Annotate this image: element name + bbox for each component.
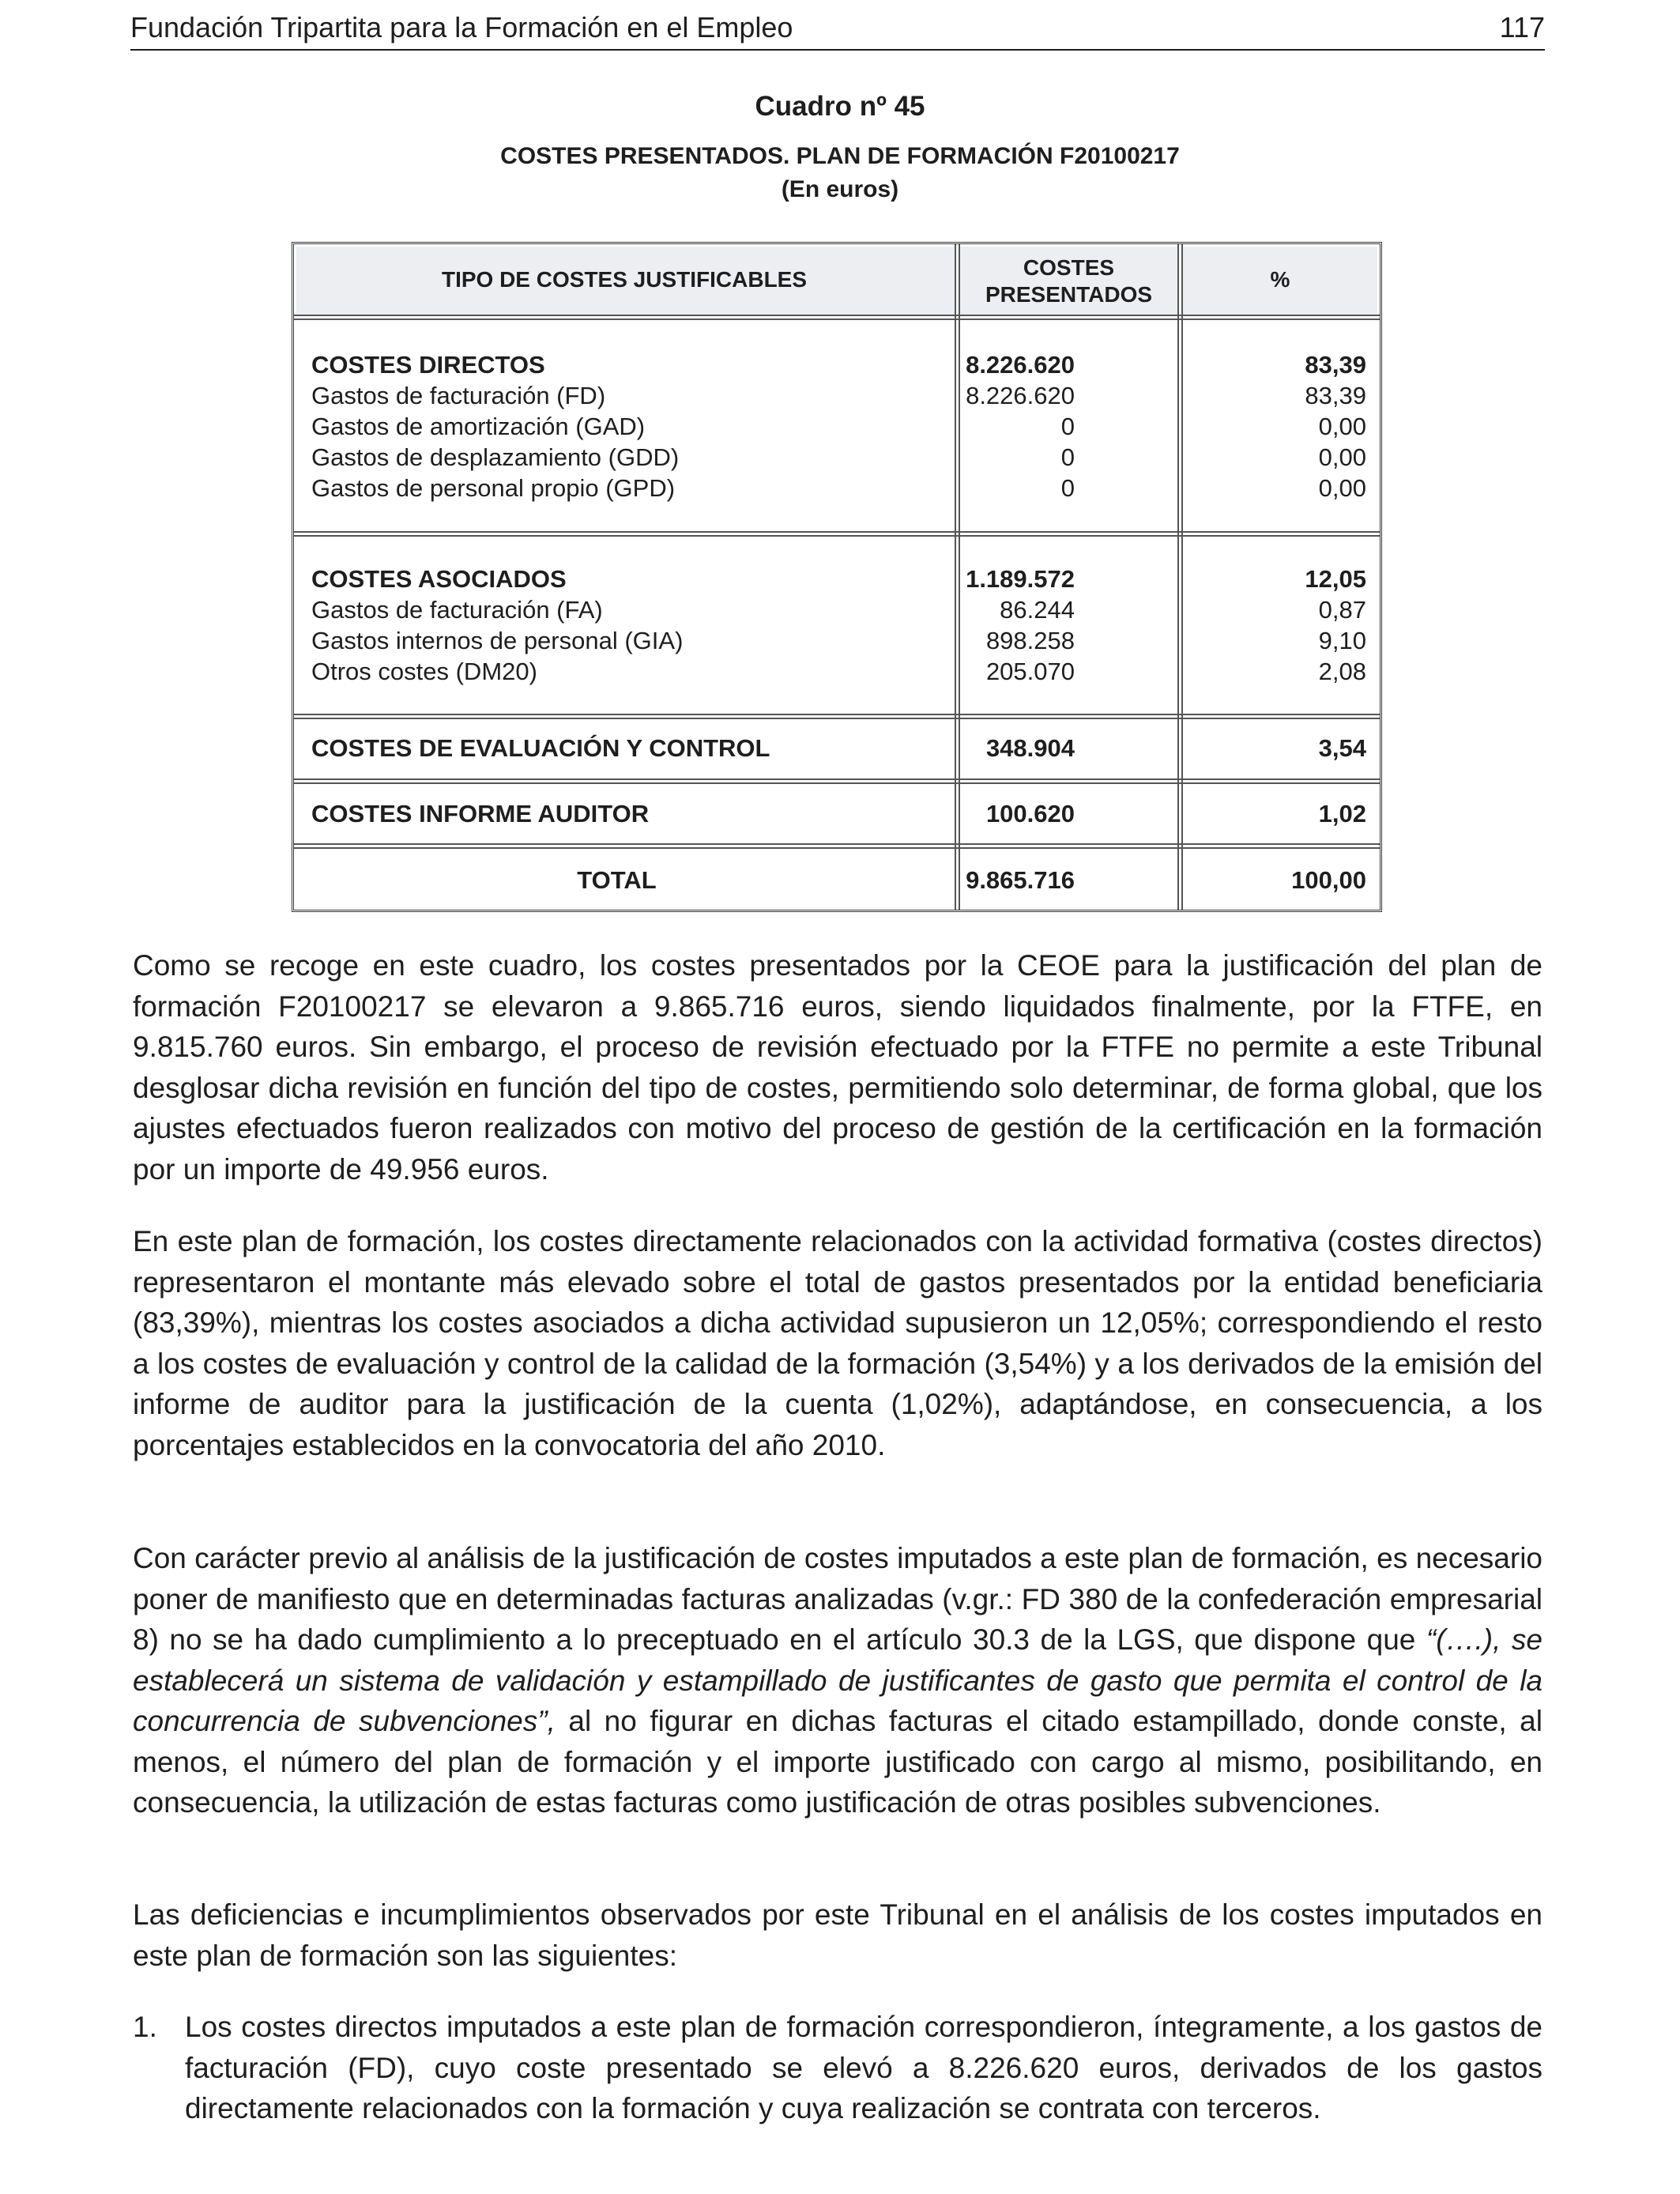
list-item-number: 1. xyxy=(133,2011,157,2043)
header-title: Fundación Tripartita para la Formación en el Empleo xyxy=(130,11,793,43)
paragraph-text: Con carácter previo al análisis de la justificación de costes imputados a este plan de formación, es necesario poner de manifiesto que en determinadas facturas analizadas (v.gr.: FD 380 de la confederación empresarial 8) no se ha dado cumplimiento a lo preceptuado en el artículo 30.3 de la LGS, que dispone que xyxy=(133,1542,1543,1656)
auditor-pct: 1,02 xyxy=(1318,800,1366,827)
row-value: 0 xyxy=(1060,413,1075,440)
header-costs-line2: PRESENTADOS xyxy=(985,281,1153,307)
table-number: Cuadro nº 45 xyxy=(755,91,925,122)
row-divider xyxy=(294,714,1380,719)
paragraph xyxy=(133,1538,1543,1823)
paragraph-text: al no figurar en dichas facturas el citado estampillado, donde conste, al menos, el número del plan de formación y el importe justificado con cargo al mismo, posibilitando, en consecuencia, la utilización de estas facturas como justificación de otras posibles subvenciones. xyxy=(133,1705,1543,1819)
header-costs xyxy=(960,247,1177,315)
row-pct: 0,00 xyxy=(1318,443,1366,471)
paragraph: Las deficiencias e incumplimientos observados por este Tribunal en el análisis de los costes imputados en este plan de formación son las siguientes: xyxy=(133,1898,1543,1972)
group-title-pct: 83,39 xyxy=(1305,351,1366,379)
group-title-label: COSTES DIRECTOS xyxy=(311,351,545,379)
legal-quote: “(….), se establecerá un sistema de validación y estampillado de justificantes de gasto que permita el control de la concurrencia de subvenciones”, xyxy=(133,1623,1543,1737)
row-label: Gastos de amortización (GAD) xyxy=(311,413,646,440)
row-value: 86.244 xyxy=(1000,596,1075,624)
costs-table xyxy=(292,242,1382,912)
row-value: 0 xyxy=(1060,443,1075,471)
row-label: Gastos de facturación (FA) xyxy=(311,596,603,624)
row-label: Gastos de desplazamiento (GDD) xyxy=(311,443,680,471)
group-title-pct: 12,05 xyxy=(1305,565,1366,593)
page-header xyxy=(130,8,1545,51)
evaluation-value: 348.904 xyxy=(985,734,1075,762)
evaluation-pct: 3,54 xyxy=(1318,734,1366,762)
row-pct: 0,87 xyxy=(1318,596,1366,624)
table-title: COSTES PRESENTADOS. PLAN DE FORMACIÓN F20100217 xyxy=(500,143,1180,169)
row-value: 0 xyxy=(1060,474,1075,502)
row-pct: 0,00 xyxy=(1318,474,1366,502)
auditor-value: 100.620 xyxy=(985,800,1075,827)
table-unit: (En euros) xyxy=(781,176,899,202)
header-percent: % xyxy=(1270,266,1290,292)
paragraph: En este plan de formación, los costes directamente relacionados con la actividad formativa (costes directos) representaron el montante más elevado sobre el total de gastos presentados por la entidad beneficiaria (83,39%), mientras los costes asociados a dicha actividad supusieron un 12,05%; correspondiendo el resto a los costes de evaluación y control de la calidad de la formación (3,54%) y a los derivados de la emisión del informe de auditor para la justificación de la cuenta (1,02%), adaptándose, en consecuencia, a los porcentajes establecidos en la convocatoria del año 2010. xyxy=(133,1225,1543,1461)
auditor-label: COSTES INFORME AUDITOR xyxy=(311,800,650,827)
row-label: Gastos de facturación (FD) xyxy=(311,382,606,409)
row-pct: 2,08 xyxy=(1318,658,1366,685)
header-type: TIPO DE COSTES JUSTIFICABLES xyxy=(441,266,808,292)
group-title-value: 1.189.572 xyxy=(966,565,1075,593)
total-pct: 100,00 xyxy=(1291,866,1366,894)
row-pct: 0,00 xyxy=(1318,413,1366,440)
row-label: Gastos de personal propio (GPD) xyxy=(311,474,676,502)
page-number: 117 xyxy=(1499,11,1545,43)
row-divider xyxy=(294,778,1380,784)
row-value: 898.258 xyxy=(985,627,1075,654)
paragraph: Como se recoge en este cuadro, los costes presentados por la CEOE para la justificación del plan de formación F20100217 se elevaron a 9.865.716 euros, siendo liquidados finalmente, por la FTFE, en 9.815.760 euros. Sin embargo, el proceso de revisión efectuado por la FTFE no permite a este Tribunal desglosar dicha revisión en función del tipo de costes, permitiendo solo determinar, de forma global, que los ajustes efectuados fueron realizados con motivo del proceso de gestión de la certificación en la formación por un importe de 49.956 euros. xyxy=(133,949,1543,1186)
row-label: Otros costes (DM20) xyxy=(311,658,537,685)
header-costs-line1: COSTES xyxy=(1023,254,1115,280)
total-value: 9.865.716 xyxy=(966,866,1075,894)
group-title-value: 8.226.620 xyxy=(966,351,1075,379)
row-value: 205.070 xyxy=(985,658,1075,685)
group-title-label: COSTES ASOCIADOS xyxy=(311,565,567,593)
row-pct: 9,10 xyxy=(1318,627,1366,654)
row-label: Gastos internos de personal (GIA) xyxy=(311,627,684,654)
row-divider xyxy=(294,315,1380,320)
list-item-text: Los costes directos imputados a este plan de formación correspondieron, íntegramente, a los gastos de facturación (FD), cuyo coste presentado se elevó a 8.226.620 euros, derivados de los gastos directamente relacionados con la formación y cuya realización se contrata con terceros. xyxy=(185,2011,1543,2124)
row-pct: 83,39 xyxy=(1305,382,1366,409)
row-value: 8.226.620 xyxy=(966,382,1075,409)
row-divider xyxy=(294,843,1380,849)
row-divider xyxy=(294,531,1380,537)
evaluation-label: COSTES DE EVALUACIÓN Y CONTROL xyxy=(311,734,770,762)
total-label: TOTAL xyxy=(577,866,657,894)
